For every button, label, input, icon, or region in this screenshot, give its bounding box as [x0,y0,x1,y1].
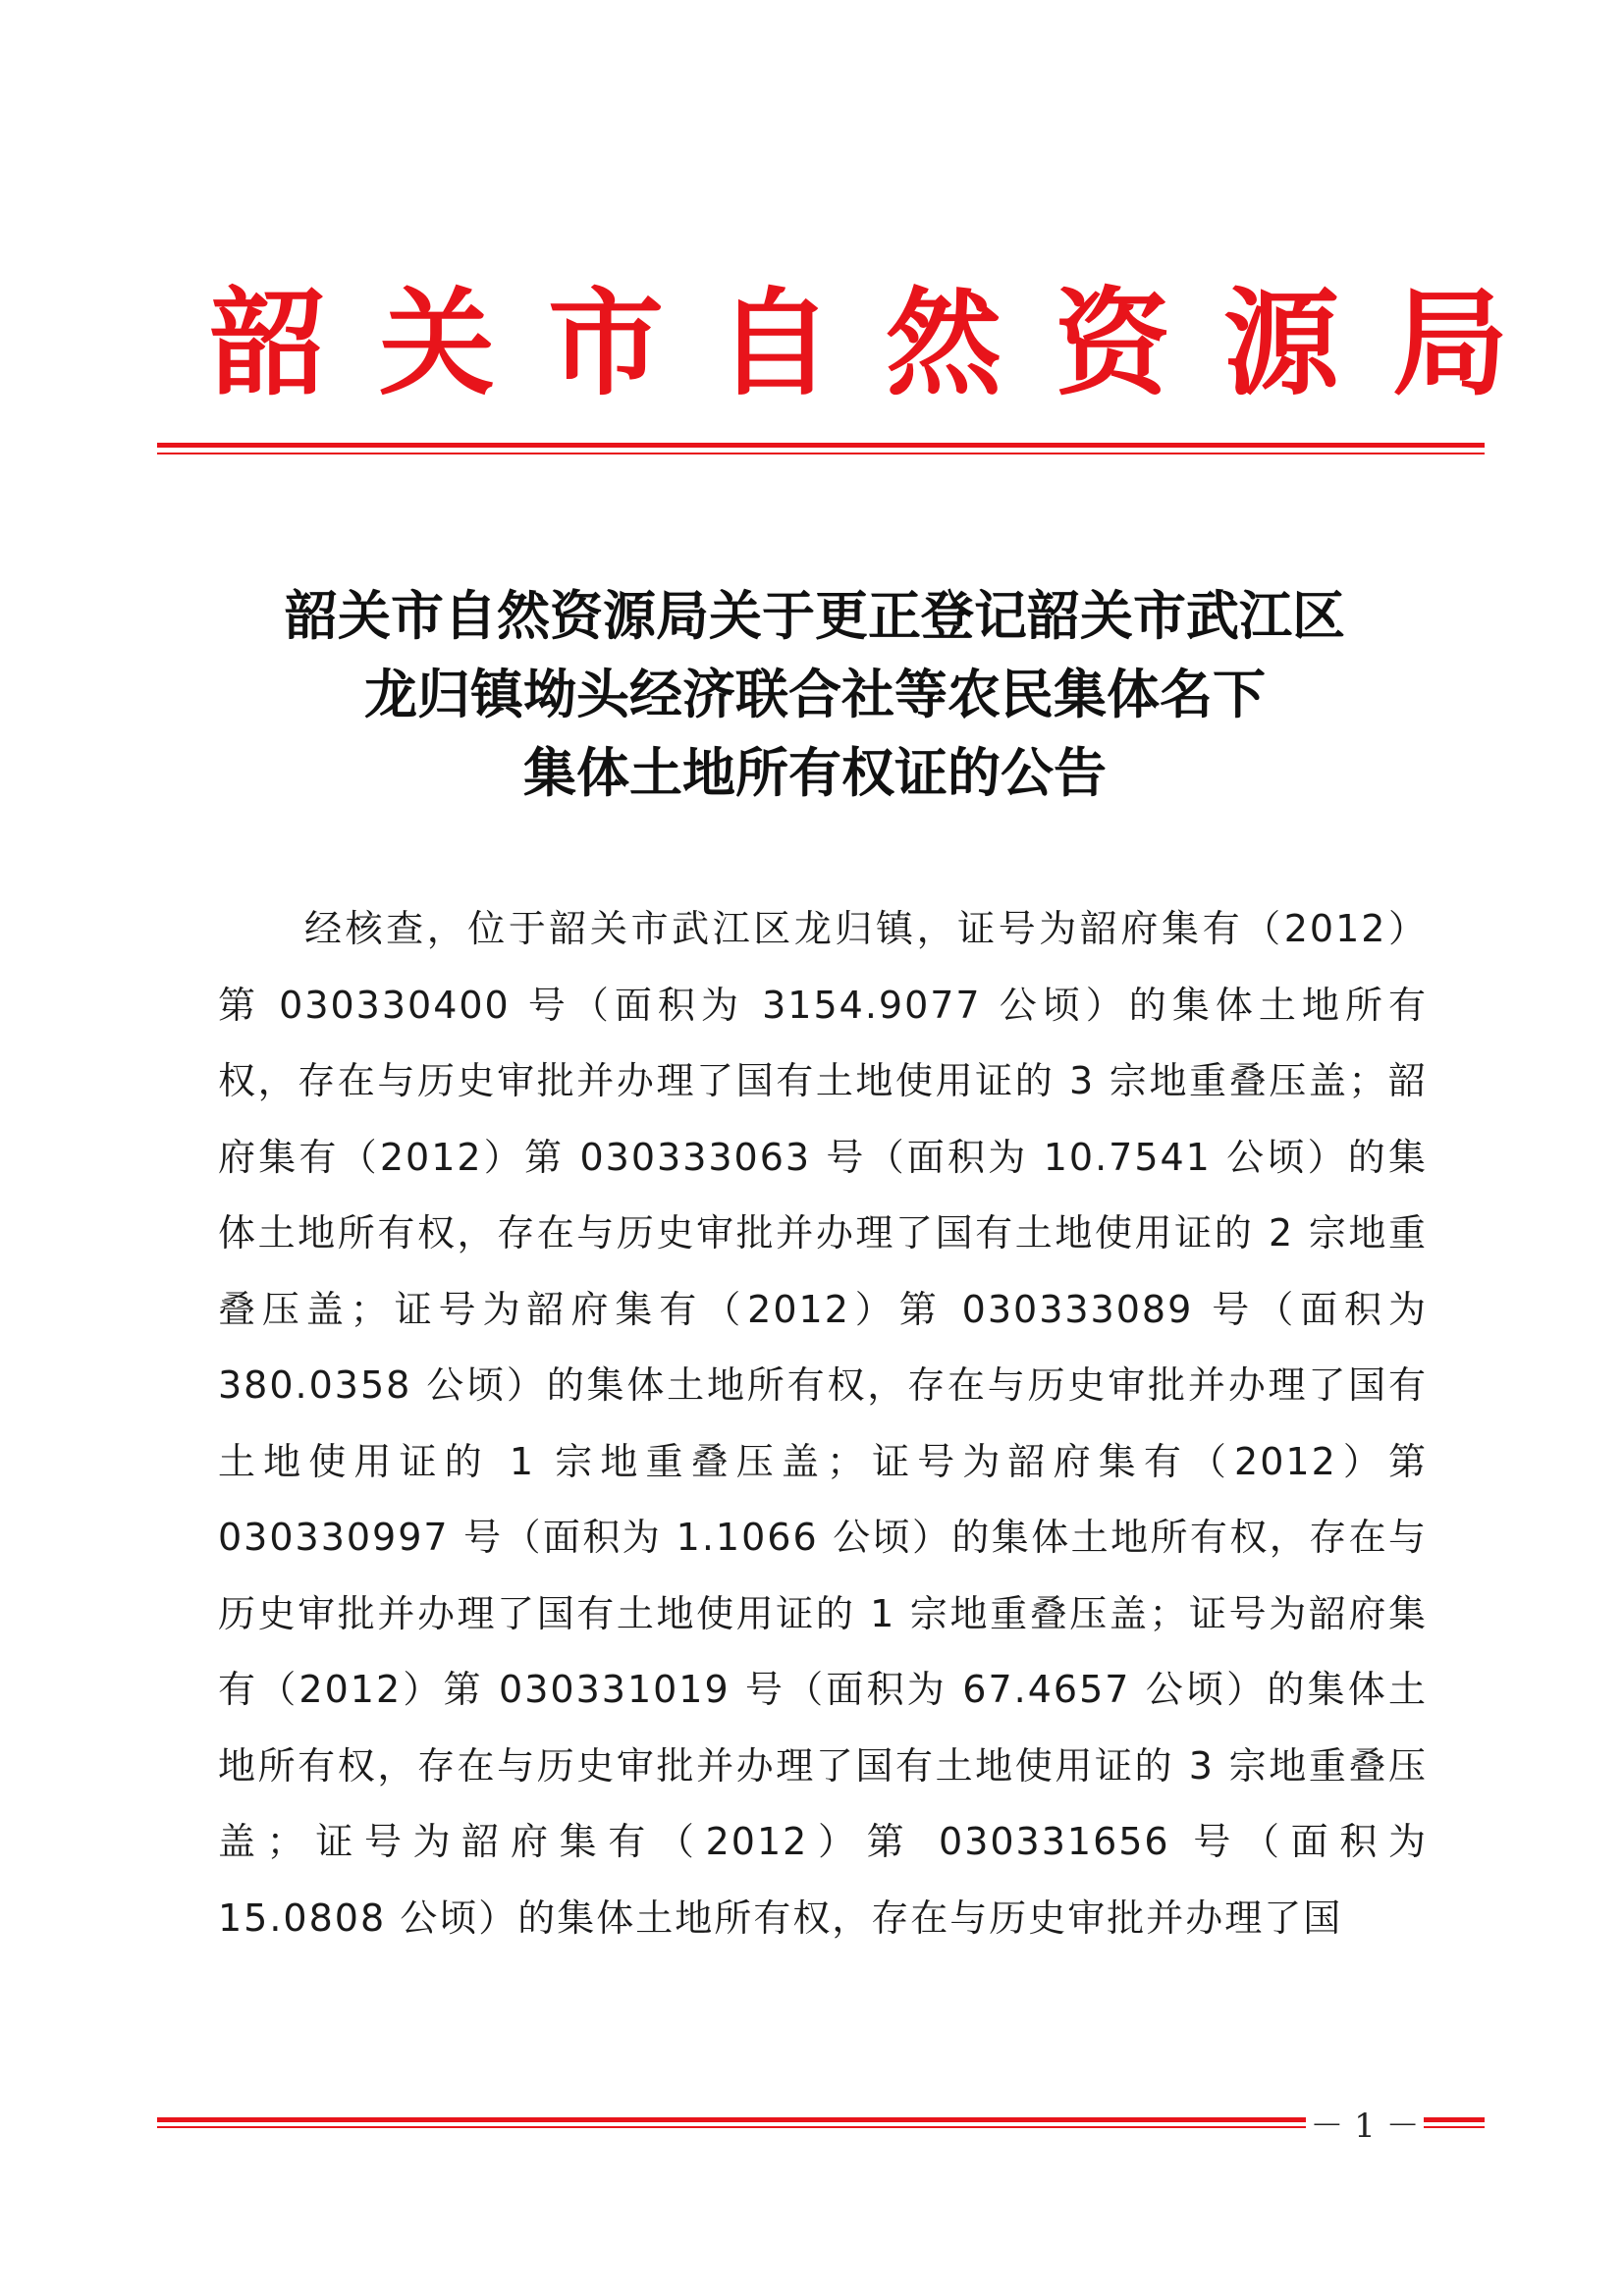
header-divider [157,443,1485,448]
notice-title [157,577,1473,813]
notice-title-line: 韶关市自然资源局关于更正登记韶关市武江区 [285,585,1345,647]
issuing-authority-header: 韶关市自然资源局 [210,275,1562,411]
notice-body-paragraph: 经核查，位于韶关市武江区龙归镇，证号为韶府集有（2012）第 030330400 号（面积为 3154.9077 公顷）的集体土地所有权，存在与历史审批并办理了国有土地使用证的 3 宗地重叠压盖；韶府集有（2012）第 030333063 号（面积为 10.7541 公顷）的集体土地所有权，存在与历史审批并办理了国有土地使用证的 2 宗地重叠压盖；证号为韶府集有（2012）第 030333089 号（面积为 380.0358 公顷）的集体土地所有权，存在与历史审批并办理了国有土地使用证的 1 宗地重叠压盖；证号为韶府集有（2012）第 030330997 号（面积为 1.1066 公顷）的集体土地所有权，存在与历史审批并办理了国有土地使用证的 1 宗地重叠压盖；证号为韶府集有（2012）第 030331019 号（面积为 67.4657 公顷）的集体土地所有权，存在与历史审批并办理了国有土地使用证的 3 宗地重叠压盖；证号为韶府集有（2012）第 030331656 号（面积为 15.0808 公顷）的集体土地所有权，存在与历史审批并办理了国 [218,907,1428,1940]
header-divider-thin [157,453,1485,454]
notice-title-line: 龙归镇坳头经济联合社等农民集体名下 [364,664,1266,725]
page-number: － 1 － [1306,2107,1424,2146]
footer-divider [157,2117,1485,2122]
footer-divider-thin [157,2126,1485,2128]
notice-title-line: 集体土地所有权证的公告 [523,742,1107,804]
